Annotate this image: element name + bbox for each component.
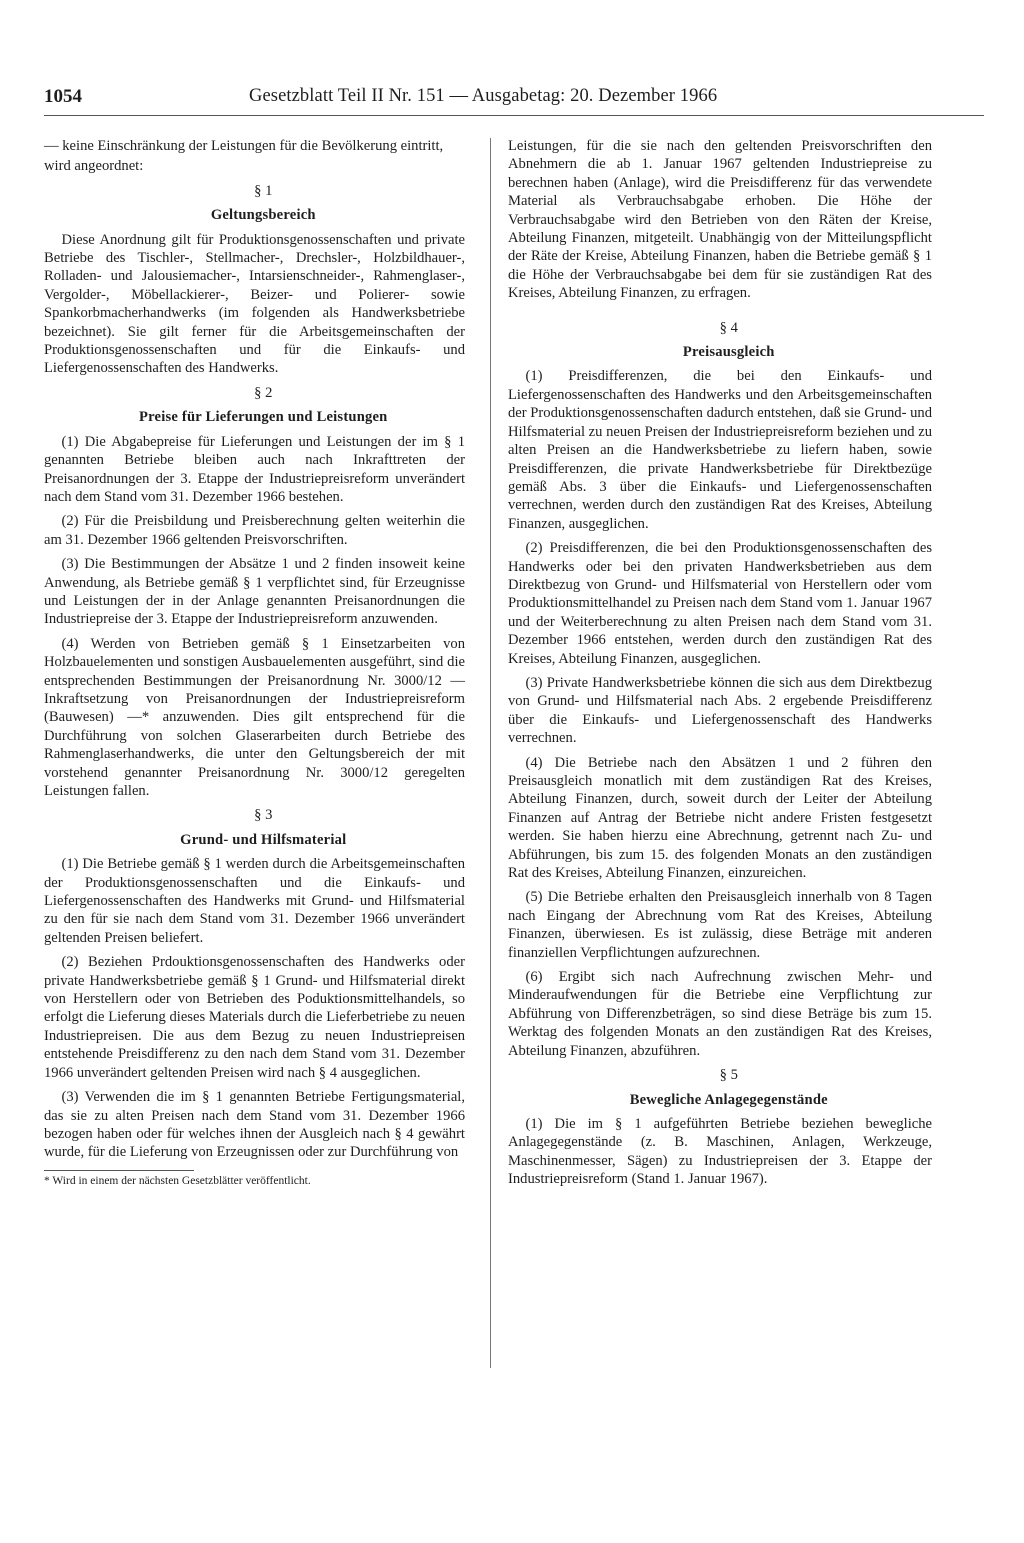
right-column: [508, 137, 932, 1195]
section-2-paragraph-1: (1) Die Abgabepreise für Lieferungen und Leistungen der im § 1 genannten Betriebe bleiben auch nach Inkrafttreten der Preisanordnungen der 3. Etappe der Industriepreisreform unverändert nach dem Stand vom 31. Dezember 1966 bestehen.: [44, 433, 465, 505]
page-number: 1054: [44, 86, 82, 107]
section-4-paragraph-5: (5) Die Betriebe erhalten den Preisausgleich innerhalb von 8 Tagen nach Eingang der Abrechnung vom Rat des Kreises, Abteilung Finanzen, überwiesen. Es ist zulässig, diese Beträge mit anderen finanziellen Verpflichtungen aufzurechnen.: [508, 889, 932, 961]
intro-line: — keine Einschränkung der Leistungen für die Bevölkerung eintritt,: [44, 138, 444, 154]
section-4-paragraph-1: (1) Preisdifferenzen, die bei den Einkaufs- und Liefergenossenschaften des Handwerks und den Arbeitsgemeinschaften der Produktionsgenossenschaften dadurch entstehen, daß sie Grund- und Hilfsmaterial zu neuen Preisen der Industriepreisreform beziehen und zu alten Preisen an die Handwerksbetriebe zu liefern haben, sowie Preisdifferenzen, die private Handwerksbetriebe für Direktbezüge gemäß Abs. 3 über die Einkaufs- und Liefergenossenschaften verrechnen, werden durch den zuständigen Rat des Kreises, Abteilung Finanzen, ausgeglichen.: [508, 368, 932, 532]
section-3-paragraph-3: (3) Verwenden die im § 1 genannten Betriebe Fertigungsmaterial, das sie zu alten Preisen nach dem Stand vom 31. Dezember 1966 bezogen haben oder für welches ihnen der Ausgleich nach § 4 gewährt wurde, für die Lieferung von Erzeugnissen oder zur Durchführung von: [44, 1089, 465, 1161]
section-4-title: Preisausgleich: [682, 344, 775, 361]
section-3-number: § 3: [254, 807, 273, 824]
column-divider: [490, 138, 491, 1368]
section-5-paragraph-1: (1) Die im § 1 aufgeführten Betriebe beziehen bewegliche Anlagegegenstände (z. B. Maschinen, Anlagen, Werkzeuge, Maschinenmesser, Sägen) zu Industriepreisen der 3. Etappe der Industriepreisreform (Stand 1. Januar 1967).: [508, 1115, 932, 1188]
section-3-paragraph-2: (2) Beziehen Prdouktionsgenossenschaften des Handwerks oder private Handwerksbetriebe gemäß § 1 Grund- und Hilfsmaterial direkt von Herstellern oder von Betrieben des Poduktionsmittelhandels, so erfolgt die Lieferung dieses Materials durch die Lieferbetriebe zu neuen Industriepreisen. Die aus dem Bezug zu neuen Industriepreisen entstehende Preisdifferenz zu den nach dem Stand vom 31. Dezember 1966 unverändert geltenden Preisen wird nach § 4 ausgeglichen.: [44, 954, 465, 1081]
section-4-number: § 4: [719, 319, 738, 336]
running-title: Gesetzblatt Teil II Nr. 151 — Ausgabetag: 20. Dezember 1966: [249, 86, 718, 106]
section-1-number: § 1: [254, 182, 273, 199]
section-2-paragraph-4: (4) Werden von Betrieben gemäß § 1 Einsetzarbeiten von Holzbauelementen und sonstigen Ausbauelementen ausgeführt, sind die entsprechenden Bestimmungen der Preisanordnung Nr. 3000/12 — Inkraftsetzung von Preisanordnungen der Industriepreisreform (Bauwesen) —* anzuwenden. Dies gilt entsprechend für die Durchführung von solchen Glaserarbeiten durch Betriebe des Rahmenglaserhandwerks, die unter den Geltungsbereich der mit vorstehend genannter Preisanordnung Nr. 3000/12 geregelten Leistungen fallen.: [44, 635, 465, 799]
footnote: * Wird in einem der nächsten Gesetzblätter veröffentlicht.: [44, 1174, 311, 1187]
section-2-title: Preise für Lieferungen und Leistungen: [139, 409, 388, 426]
section-5-number: § 5: [719, 1067, 738, 1084]
section-5-title: Bewegliche Anlagegegenstände: [629, 1091, 828, 1108]
section-4-paragraph-3: (3) Private Handwerksbetriebe können die sich aus dem Direktbezug von Grund- und Hilfsmaterial nach Abs. 2 ergebende Preisdifferenz über die Einkaufs- und Liefergenossenschaft des Handwerks verrechnen.: [508, 674, 932, 747]
left-column: [44, 137, 465, 1194]
section-3-title: Grund- und Hilfsmaterial: [180, 831, 347, 848]
section-4-paragraph-6: (6) Ergibt sich nach Aufrechnung zwischen Mehr- und Minderaufwendungen für die Betriebe eine Verpflichtung zur Abführung von Differenzbeträgen, so sind diese Beträge bis zum 15. Werktag des folgenden Monats an den zuständigen Rat des Kreises, Abteilung Finanzen, abzuführen.: [508, 969, 932, 1059]
ordered-line: wird angeordnet:: [44, 158, 144, 175]
section-3-paragraph-1: (1) Die Betriebe gemäß § 1 werden durch die Arbeitsgemeinschaften der Produktionsgenossenschaften und die Einkaufs- und Liefergenossenschaften des Handwerks mit Grund- und Hilfsmaterial zu den für sie nach dem Stand vom 31. Dezember 1966 unverändert geltenden Preisen beliefert.: [44, 856, 465, 946]
section-4-paragraph-4: (4) Die Betriebe nach den Absätzen 1 und 2 führen den Preisausgleich monatlich mit dem zuständigen Rat des Kreises, Abteilung Finanzen, durch, soweit durch der Leiter der Abteilung Finanzen auf Antrag der Betriebe nicht andere Fristen festgesetzt werden. Sie haben hierzu eine Abrechnung, getrennt nach Zu- und Abführungen, bis zum 15. des folgenden Monats an den zuständigen Rat des Kreises, Abteilung Finanzen, einzureichen.: [508, 754, 932, 882]
footnote-rule: [44, 1170, 194, 1171]
section-4-paragraph-2: (2) Preisdifferenzen, die bei den Produktionsgenossenschaften des Handwerks oder bei den privaten Handwerksbetrieben aus dem Direktbezug von Grund- und Hilfsmaterial von Herstellern oder vom Produktionsmittelhandel zu Preisen nach dem Stand vom 1. Januar 1967 und der Weiterberechnung zu alten Preisen nach dem Stand vom 31. Dezember 1966 entstehen, werden durch den zuständigen Rat des Kreises, Abteilung Finanzen, ausgeglichen.: [508, 540, 932, 667]
section-1-paragraph: Diese Anordnung gilt für Produktionsgenossenschaften und private Betriebe des Tischler-, Stellmacher-, Drechsler-, Holzbildhauer-, Rolladen- und Jalousiemacher-, Intarsienschneider-, Rahmenglaser-, Vergolder-, Möbellackierer-, Beizer- und Polierer- sowie Spankorbmacherhandwerks (im folgenden als Handwerksbetriebe bezeichnet). Sie gilt ferner für die Arbeitsgemeinschaften der Produktionsgenossenschaften und für die Einkaufs- und Liefergenossenschaften des Handwerks.: [44, 231, 465, 377]
header-rule: [44, 115, 984, 116]
continued-paragraph: Leistungen, für die sie nach den geltenden Preisvorschriften den Abnehmern die ab 1. Januar 1967 geltenden Industriepreise zu berechnen haben (Anlage), wird die Preisdifferenz für das verwendete Material als Verbrauchsabgabe erhoben. Die Höhe der Verbrauchsabgabe wird den Betrieben von den Räten der Kreise, Abteilung Finanzen, mitgeteilt. Unabhängig von der Mitteilungspflicht der Räte der Kreise, Abteilung Finanzen, haben die Betriebe gemäß § 1 die Höhe der Verbrauchsabgabe bei dem für sie zuständigen Rat des Kreises, Abteilung Finanzen, zu erfragen.: [508, 138, 932, 302]
page-header: [44, 86, 984, 112]
section-2-paragraph-3: (3) Die Bestimmungen der Absätze 1 und 2 finden insoweit keine Anwendung, als Betriebe gemäß § 1 verpflichtet sind, für Erzeugnisse und Leistungen der in der Anlage genannten Preisanordnungen die Industriepreise der 3. Etappe der Industriepreisreform anzuwenden.: [44, 556, 465, 628]
section-1-title: Geltungsbereich: [210, 207, 316, 224]
section-2-number: § 2: [254, 384, 273, 401]
section-2-paragraph-2: (2) Für die Preisbildung und Preisberechnung gelten weiterhin die am 31. Dezember 1966 geltenden Preisvorschriften.: [44, 513, 465, 548]
